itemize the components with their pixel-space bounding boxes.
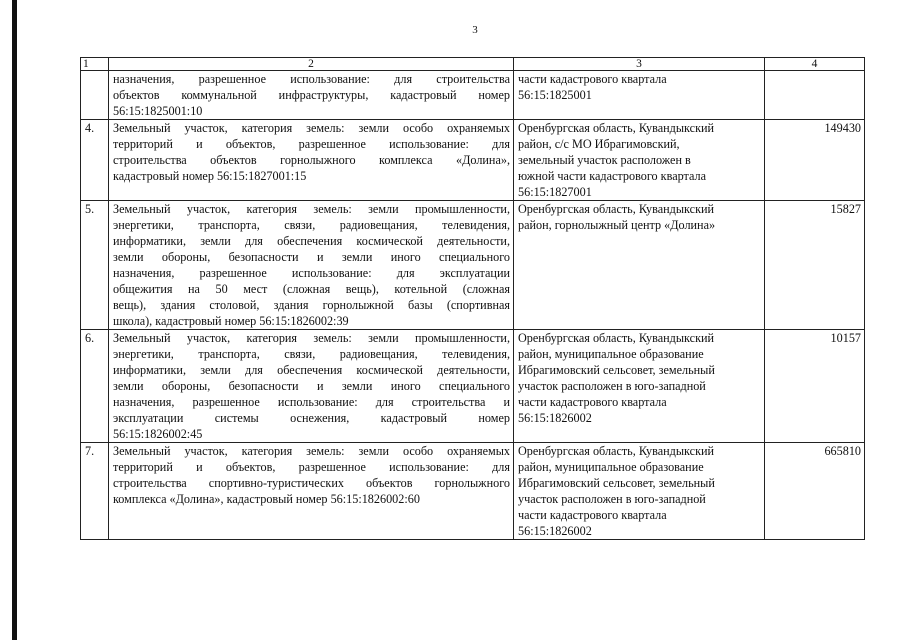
row-number: 4.	[81, 120, 109, 201]
description-line: территорий и объектов, разрешенное использование: для	[113, 137, 510, 151]
header-col-3: 3	[514, 58, 765, 71]
header-col-4: 4	[765, 58, 865, 71]
land-plots-table	[80, 57, 865, 540]
location-line: земельный участок расположен в	[518, 153, 691, 167]
location-line: район, муниципальное образование	[518, 460, 704, 474]
plot-location	[514, 201, 765, 330]
table-header-row	[81, 58, 865, 71]
row-number	[81, 71, 109, 120]
location-line: 56:15:1826002	[518, 411, 592, 425]
table-body	[81, 71, 865, 540]
location-line: части кадастрового квартала	[518, 395, 667, 409]
location-line: 56:15:1825001	[518, 88, 592, 102]
plot-description	[109, 330, 514, 443]
description-line: назначения, разрешенное использование: для эксплуатации	[113, 266, 510, 280]
location-line: Ибрагимовский сельсовет, земельный	[518, 476, 715, 490]
description-line: строительства объектов горнолыжного комплекса «Долина»,	[113, 153, 510, 167]
description-line: территорий и объектов, разрешенное использование: для	[113, 460, 510, 474]
plot-location	[514, 71, 765, 120]
location-line: Оренбургская область, Кувандыкский	[518, 121, 715, 135]
location-line: район, горнолыжный центр «Долина»	[518, 218, 716, 232]
location-line: район, муниципальное образование	[518, 347, 704, 361]
plot-description	[109, 443, 514, 540]
plot-area: 10157	[765, 330, 865, 443]
plot-description	[109, 120, 514, 201]
location-line: южной части кадастрового квартала	[518, 169, 707, 183]
plot-location	[514, 120, 765, 201]
description-line: Земельный участок, категория земель: земли особо охраняемых	[113, 121, 510, 135]
location-line: Оренбургская область, Кувандыкский	[518, 202, 715, 216]
location-line: части кадастрового квартала	[518, 72, 667, 86]
location-line: Оренбургская область, Кувандыкский	[518, 331, 715, 345]
plot-area: 665810	[765, 443, 865, 540]
description-line: строительства спортивно-туристических объектов горнолыжного	[113, 476, 510, 490]
description-line: школа), кадастровый номер 56:15:1826002:39	[113, 314, 349, 328]
location-line: участок расположен в юго-западной	[518, 492, 706, 506]
row-number: 7.	[81, 443, 109, 540]
location-line: участок расположен в юго-западной	[518, 379, 706, 393]
location-line: Ибрагимовский сельсовет, земельный	[518, 363, 715, 377]
description-line: вещь), здания столовой, здания горнолыжной базы (спортивная	[113, 298, 510, 312]
table-row	[81, 443, 865, 540]
plot-location	[514, 330, 765, 443]
plot-area: 149430	[765, 120, 865, 201]
description-line: объектов коммунальной инфраструктуры, кадастровый номер	[113, 88, 510, 102]
description-line: Земельный участок, категория земель: земли особо охраняемых	[113, 444, 510, 458]
location-line: район, с/с МО Ибрагимовский,	[518, 137, 680, 151]
description-line: назначения, разрешенное использование: для строительства и	[113, 395, 510, 409]
description-line: общежития на 50 мест (сложная вещь), котельной (сложная	[113, 282, 510, 296]
header-col-2: 2	[109, 58, 514, 71]
description-line: Земельный участок, категория земель: земли промышленности,	[113, 202, 510, 216]
description-line: земли обороны, безопасности и земли иного специального	[113, 250, 510, 264]
location-line: части кадастрового квартала	[518, 508, 667, 522]
location-line: 56:15:1827001	[518, 185, 592, 199]
row-number: 5.	[81, 201, 109, 330]
row-number: 6.	[81, 330, 109, 443]
table-row	[81, 71, 865, 120]
description-line: энергетики, транспорта, связи, радиовещания, телевидения,	[113, 347, 510, 361]
header-col-1: 1	[81, 58, 109, 71]
plot-area: 15827	[765, 201, 865, 330]
page-number: 3	[472, 24, 478, 36]
description-line: 56:15:1825001:10	[113, 104, 203, 118]
description-line: комплекса «Долина», кадастровый номер 56:15:1826002:60	[113, 492, 420, 506]
description-line: кадастровый номер 56:15:1827001:15	[113, 169, 307, 183]
description-line: информатики, земли для обеспечения космической деятельности,	[113, 234, 510, 248]
description-line: 56:15:1826002:45	[113, 427, 203, 441]
plot-description	[109, 71, 514, 120]
description-line: энергетики, транспорта, связи, радиовещания, телевидения,	[113, 218, 510, 232]
location-line: Оренбургская область, Кувандыкский	[518, 444, 715, 458]
scan-margin-bar	[12, 0, 17, 640]
plot-area	[765, 71, 865, 120]
description-line: эксплуатации системы оснежения, кадастровый номер	[113, 411, 510, 425]
description-line: информатики, земли для обеспечения космической деятельности,	[113, 363, 510, 377]
description-line: земли обороны, безопасности и земли иного специального	[113, 379, 510, 393]
table-row	[81, 201, 865, 330]
location-line: 56:15:1826002	[518, 524, 592, 538]
description-line: Земельный участок, категория земель: земли промышленности,	[113, 331, 510, 345]
plot-description	[109, 201, 514, 330]
description-line: назначения, разрешенное использование: для строительства	[113, 72, 510, 86]
table-row	[81, 330, 865, 443]
plot-location	[514, 443, 765, 540]
table-row	[81, 120, 865, 201]
